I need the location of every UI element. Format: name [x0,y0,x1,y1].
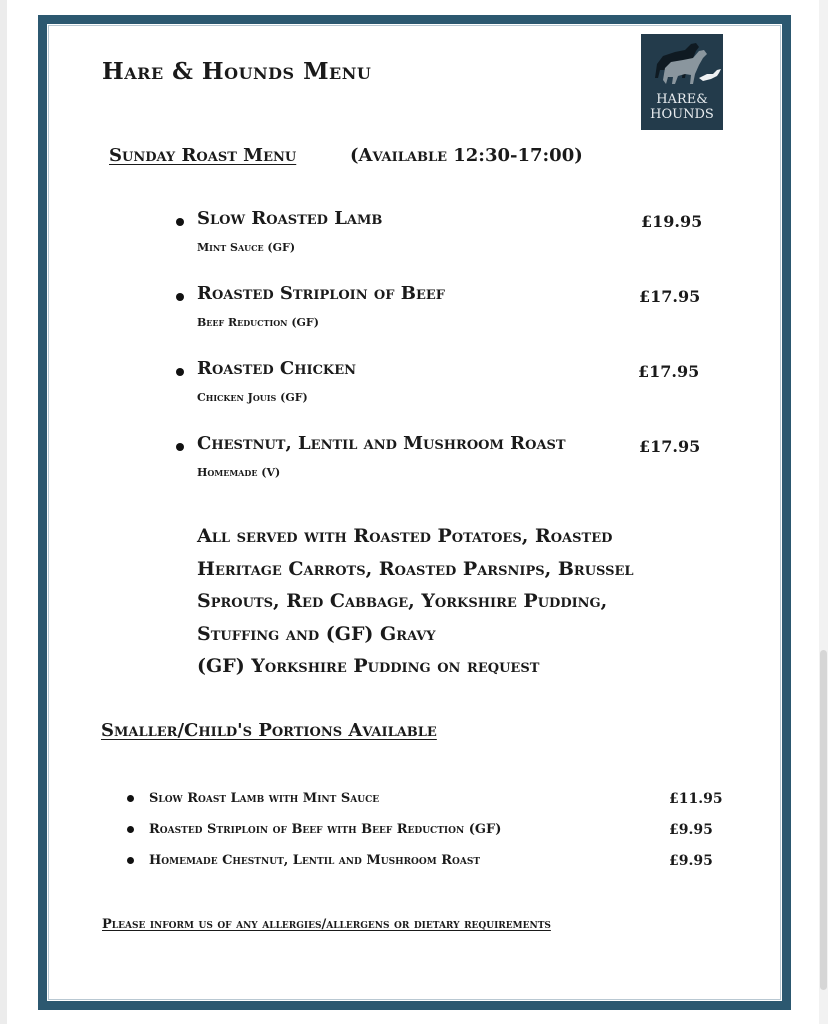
bullet [127,795,134,802]
allergy-notice: Please inform us of any allergies/allergens or dietary requirements [102,917,551,932]
menu-item-description: Chicken Jouis (GF) [197,391,308,404]
served-line: Sprouts, Red Cabbage, Yorkshire Pudding, [197,590,608,612]
hare-and-hounds-logo [641,34,723,130]
bullet [176,368,184,376]
menu-item-description: Mint Sauce (GF) [197,241,296,254]
bullet [176,293,184,301]
served-line: All served with Roasted Potatoes, Roasted [197,525,613,547]
menu-item-price: £17.95 [638,362,700,381]
child-portions-heading: Smaller/Child's Portions Available [101,720,437,741]
bullet [127,857,134,864]
sunday-roast-heading: Sunday Roast Menu [109,145,297,166]
logo-text-line1: HARE& [656,92,708,107]
availability-text: (Available 12:30-17:00) [350,145,583,166]
menu-item-price: £17.95 [639,437,701,456]
served-line: Stuffing and (GF) Gravy [197,622,436,645]
menu-item-name: Slow Roasted Lamb [197,208,383,229]
menu-item-name: Chestnut, Lentil and Mushroom Roast [197,433,566,454]
page-title: Hare & Hounds Menu [102,58,372,85]
child-item-price: £9.95 [669,853,713,869]
child-item-name: Homemade Chestnut, Lentil and Mushroom Roast [149,853,481,868]
logo-text-line2: HOUNDS [650,107,714,122]
scrollbar-thumb[interactable] [820,650,827,990]
bullet [176,443,184,451]
menu-item-name: Roasted Striploin of Beef [197,283,445,304]
child-item-name: Slow Roast Lamb with Mint Sauce [149,791,380,806]
child-item-price: £9.95 [669,822,713,838]
menu-item-name: Roasted Chicken [197,358,357,379]
served-line: Heritage Carrots, Roasted Parsnips, Brussel [197,557,634,580]
menu-item-description: Homemade (V) [197,466,281,479]
menu-item-price: £19.95 [641,212,703,231]
child-item-price: £11.95 [669,791,723,807]
bullet [127,826,134,833]
served-line: (GF) Yorkshire Pudding on request [197,655,540,677]
bullet [176,218,184,226]
menu-item-description: Beef Reduction (GF) [197,316,319,329]
served-with-note [197,520,737,683]
menu-item-price: £17.95 [639,287,701,306]
child-item-name: Roasted Striploin of Beef with Beef Reduction (GF) [149,822,502,837]
